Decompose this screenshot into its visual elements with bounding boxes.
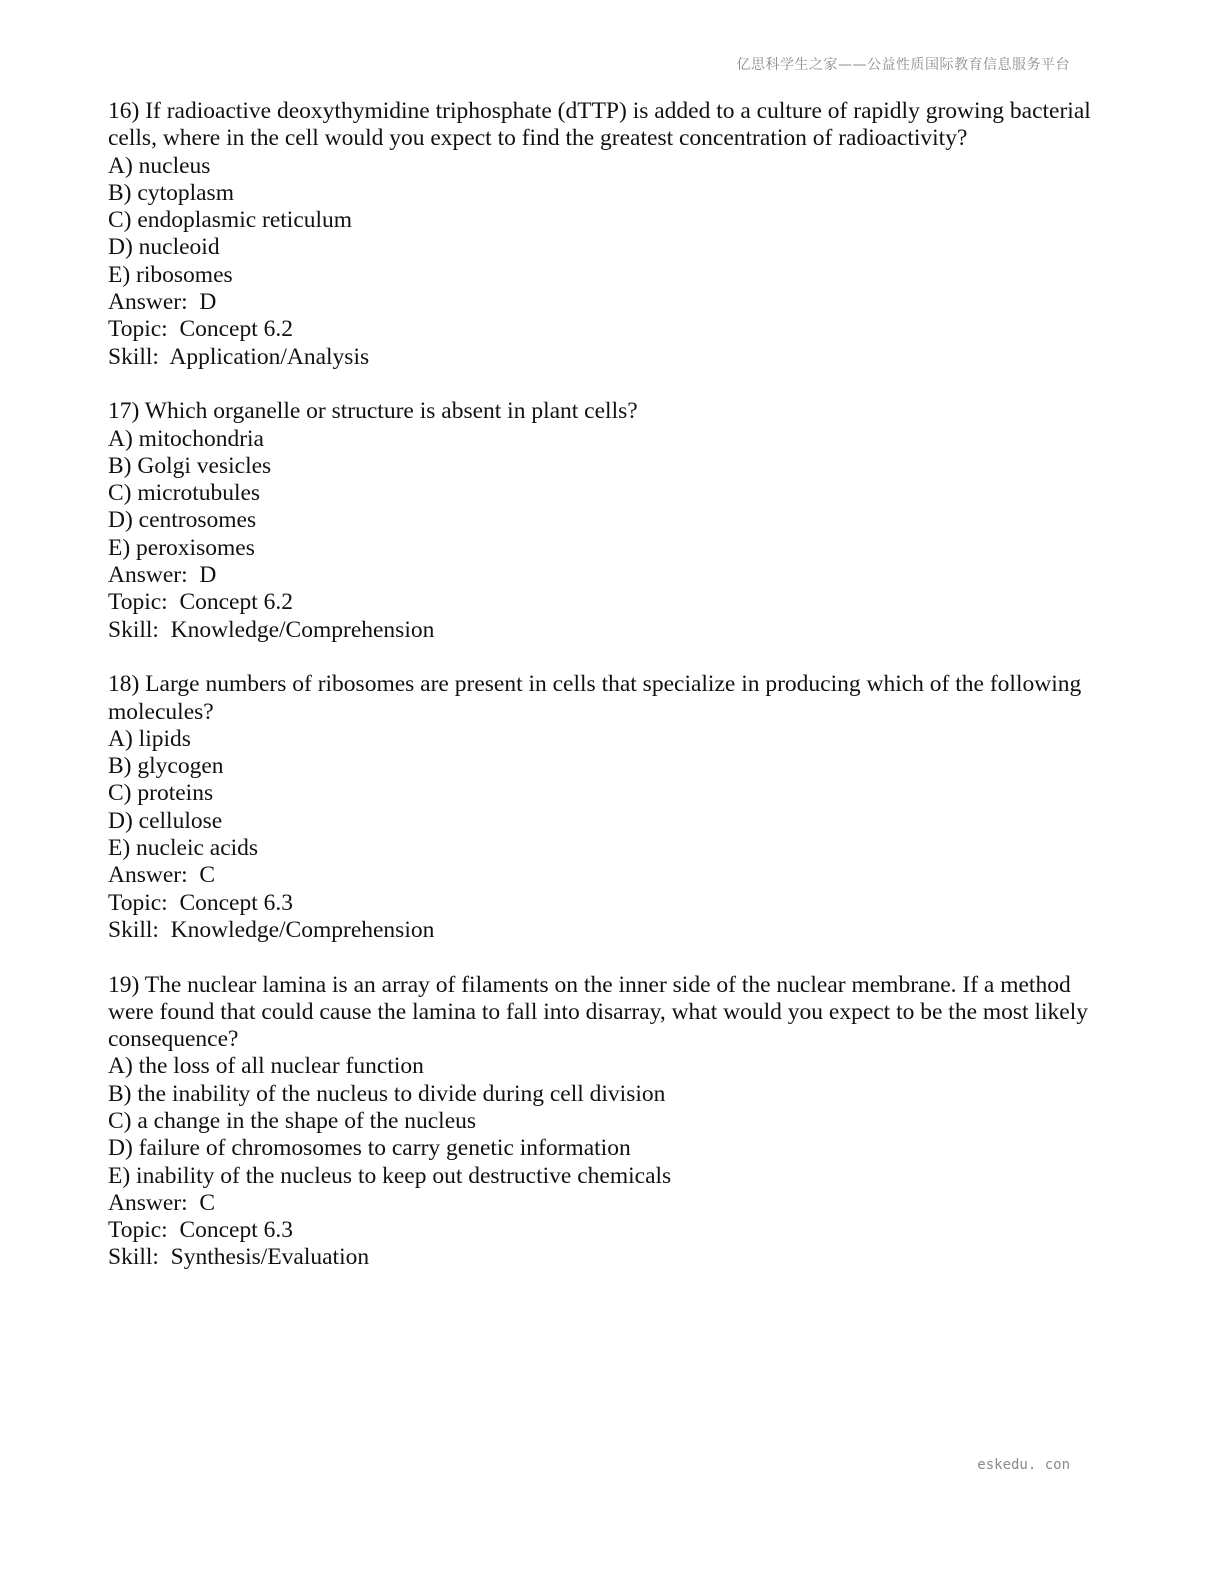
question-stem: 18) Large numbers of ribosomes are present in cells that specialize in producing which of the following molecules? [108,671,1088,725]
skill-line: Skill: Application/Analysis [108,343,370,370]
question-stem: 17) Which organelle or structure is absent in plant cells? [108,398,638,425]
skill-line: Skill: Knowledge/Comprehension [108,916,435,943]
option-b: B) glycogen [108,753,224,780]
question-19 [108,972,1118,1272]
option-a: A) the loss of all nuclear function [108,1053,424,1080]
question-16 [108,98,1118,371]
question-stem: 19) The nuclear lamina is an array of filaments on the inner side of the nuclear membrane. If a method were found that could cause the lamina to fall into disarray, what would you expect to be the most likely consequence? [108,971,1094,1053]
topic-line: Topic: Concept 6.3 [108,889,294,916]
option-b: B) cytoplasm [108,179,234,206]
topic-line: Topic: Concept 6.2 [108,589,294,616]
option-b: B) Golgi vesicles [108,452,272,479]
skill-line: Skill: Knowledge/Comprehension [108,616,435,643]
option-a: A) mitochondria [108,425,264,452]
option-e: E) inability of the nucleus to keep out destructive chemicals [108,1162,672,1189]
answer-line: Answer: D [108,562,217,589]
footer-watermark: eskedu. con [977,1457,1070,1473]
document-body [108,98,1118,1299]
header-watermark: 亿思科学生之家——公益性质国际教育信息服务平台 [736,57,1070,73]
option-d: D) centrosomes [108,507,257,534]
option-d: D) failure of chromosomes to carry genetic information [108,1135,631,1162]
skill-line: Skill: Synthesis/Evaluation [108,1244,370,1271]
option-c: C) endoplasmic reticulum [108,207,353,234]
answer-line: Answer: D [108,289,217,316]
answer-line: Answer: C [108,1189,216,1216]
question-18 [108,671,1118,944]
option-e: E) peroxisomes [108,534,255,561]
option-c: C) proteins [108,780,214,807]
option-e: E) ribosomes [108,261,233,288]
option-d: D) nucleoid [108,234,220,261]
question-17 [108,398,1118,644]
option-c: C) a change in the shape of the nucleus [108,1107,477,1134]
option-d: D) cellulose [108,807,223,834]
option-c: C) microtubules [108,480,261,507]
question-stem: 16) If radioactive deoxythymidine triphosphate (dTTP) is added to a culture of rapidly growing bacterial cells, where in the cell would you expect to find the greatest concentration of radioactivity? [108,98,1097,152]
topic-line: Topic: Concept 6.2 [108,316,294,343]
option-a: A) nucleus [108,152,211,179]
option-b: B) the inability of the nucleus to divide during cell division [108,1080,666,1107]
option-e: E) nucleic acids [108,835,259,862]
answer-line: Answer: C [108,862,216,889]
option-a: A) lipids [108,725,191,752]
topic-line: Topic: Concept 6.3 [108,1217,294,1244]
